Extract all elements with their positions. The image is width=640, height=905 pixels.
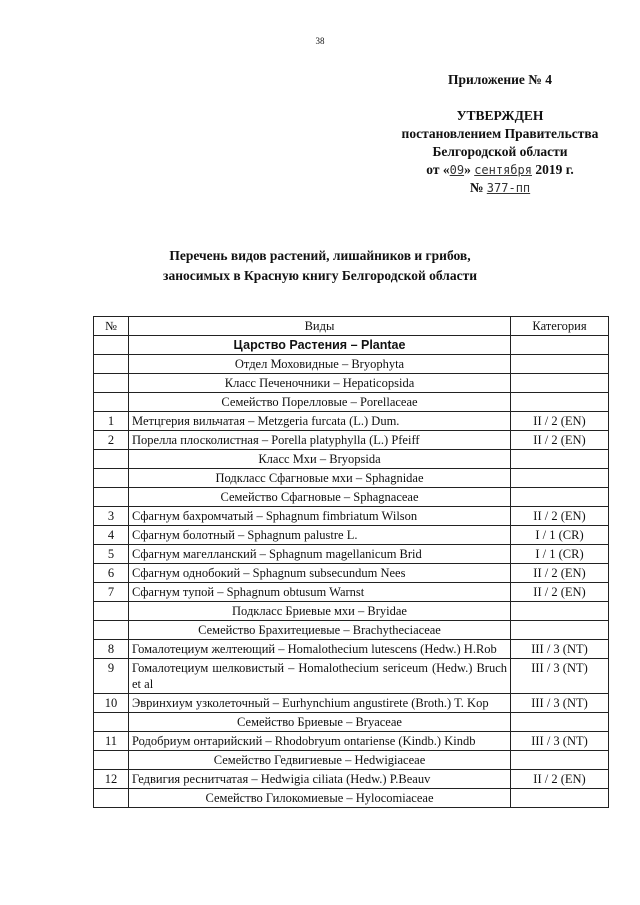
row-category: II / 2 (EN) <box>511 412 609 431</box>
row-number <box>94 450 129 469</box>
species-row <box>94 412 609 431</box>
species-name: Гомалотециум шелковистый – Homalothecium sericeum (Hedw.) Bruch et al <box>129 659 511 694</box>
species-table <box>93 316 609 808</box>
header-category: Категория <box>511 317 609 336</box>
taxon-row <box>94 450 609 469</box>
table-body <box>94 336 609 808</box>
species-name: Сфагнум тупой – Sphagnum obtusum Warnst <box>129 583 511 602</box>
page-number: 38 <box>315 36 325 46</box>
taxon-heading: Семейство Бриевые – Bryaceae <box>129 713 511 732</box>
taxon-heading: Семейство Брахитециевые – Brachytheciaceae <box>129 621 511 640</box>
row-number <box>94 336 129 355</box>
row-number: 2 <box>94 431 129 450</box>
row-category: III / 3 (NT) <box>511 640 609 659</box>
species-row <box>94 507 609 526</box>
taxon-row <box>94 355 609 374</box>
species-name: Гомалотециум желтеющий – Homalothecium lutescens (Hedw.) H.Rob <box>129 640 511 659</box>
species-row <box>94 431 609 450</box>
row-category: II / 2 (EN) <box>511 583 609 602</box>
taxon-row <box>94 393 609 412</box>
approval-title: УТВЕРЖДЕН <box>456 108 544 123</box>
species-row <box>94 659 609 694</box>
taxon-row <box>94 374 609 393</box>
taxon-heading: Класс Печеночники – Hepaticopsida <box>129 374 511 393</box>
row-number <box>94 751 129 770</box>
row-category <box>511 355 609 374</box>
row-category <box>511 713 609 732</box>
row-category <box>511 602 609 621</box>
taxon-heading: Семейство Сфагновые – Sphagnaceae <box>129 488 511 507</box>
number-value: 377-пп <box>486 181 531 195</box>
row-number: 9 <box>94 659 129 694</box>
row-category: II / 2 (EN) <box>511 564 609 583</box>
date-prefix: от « <box>426 162 450 177</box>
taxon-row <box>94 789 609 808</box>
taxon-heading: Класс Мхи – Bryopsida <box>129 450 511 469</box>
row-number: 11 <box>94 732 129 751</box>
species-name: Сфагнум однобокий – Sphagnum subsecundum Nees <box>129 564 511 583</box>
kingdom-heading: Царство Растения – Plantae <box>129 336 511 355</box>
taxon-row <box>94 469 609 488</box>
taxon-heading: Семейство Гедвигиевые – Hedwigiaceae <box>129 751 511 770</box>
row-number <box>94 469 129 488</box>
species-name: Порелла плосколистная – Porella platyphylla (L.) Pfeiff <box>129 431 511 450</box>
row-category: I / 1 (CR) <box>511 545 609 564</box>
row-category <box>511 469 609 488</box>
species-name: Сфагнум магелланский – Sphagnum magellanicum Brid <box>129 545 511 564</box>
list-title-line-1: Перечень видов растений, лишайников и грибов, <box>169 248 471 263</box>
taxon-row <box>94 602 609 621</box>
number-prefix: № <box>469 180 484 195</box>
approval-line-2: Белгородской области <box>432 144 568 159</box>
list-title <box>120 246 520 286</box>
taxon-heading: Семейство Порелловые – Porellaceae <box>129 393 511 412</box>
row-number: 8 <box>94 640 129 659</box>
species-name: Сфагнум бахромчатый – Sphagnum fimbriatum Wilson <box>129 507 511 526</box>
row-number <box>94 393 129 412</box>
row-category <box>511 336 609 355</box>
row-number: 4 <box>94 526 129 545</box>
species-name: Сфагнум болотный – Sphagnum palustre L. <box>129 526 511 545</box>
row-category: III / 3 (NT) <box>511 732 609 751</box>
date-month: сентября <box>474 163 532 177</box>
row-number: 7 <box>94 583 129 602</box>
approval-block <box>380 107 620 197</box>
approval-date <box>380 161 620 179</box>
date-year: 2019 г. <box>535 162 574 177</box>
row-category <box>511 374 609 393</box>
species-name: Эвринхиум узколеточный – Eurhynchium angustirete (Broth.) T. Kop <box>129 694 511 713</box>
header-num: № <box>94 317 129 336</box>
species-row <box>94 770 609 789</box>
taxon-heading: Подкласс Бриевые мхи – Bryidae <box>129 602 511 621</box>
taxon-heading: Подкласс Сфагновые мхи – Sphagnidae <box>129 469 511 488</box>
row-category: II / 2 (EN) <box>511 431 609 450</box>
row-category: III / 3 (NT) <box>511 659 609 694</box>
species-row <box>94 564 609 583</box>
species-name: Метцгерия вильчатая – Metzgeria furcata (L.) Dum. <box>129 412 511 431</box>
row-number <box>94 713 129 732</box>
taxon-row <box>94 488 609 507</box>
row-category <box>511 751 609 770</box>
species-row <box>94 640 609 659</box>
species-row <box>94 545 609 564</box>
row-number: 1 <box>94 412 129 431</box>
row-number: 6 <box>94 564 129 583</box>
row-category <box>511 393 609 412</box>
taxon-heading: Отдел Моховидные – Bryophyta <box>129 355 511 374</box>
taxon-row <box>94 751 609 770</box>
list-title-line-2: заносимых в Красную книгу Белгородской области <box>163 268 477 283</box>
taxon-row <box>94 713 609 732</box>
species-name: Родобриум онтарийский – Rhodobryum ontariense (Kindb.) Kindb <box>129 732 511 751</box>
row-category <box>511 621 609 640</box>
approval-line-1: постановлением Правительства <box>401 126 599 141</box>
table-header-row <box>94 317 609 336</box>
appendix-label: Приложение № 4 <box>448 72 552 87</box>
row-number <box>94 789 129 808</box>
row-category: II / 2 (EN) <box>511 507 609 526</box>
taxon-row <box>94 621 609 640</box>
row-number <box>94 621 129 640</box>
species-row <box>94 526 609 545</box>
row-number <box>94 488 129 507</box>
row-category: III / 3 (NT) <box>511 694 609 713</box>
row-number: 5 <box>94 545 129 564</box>
row-category <box>511 488 609 507</box>
taxon-row <box>94 336 609 355</box>
date-mid: » <box>464 162 471 177</box>
row-number <box>94 355 129 374</box>
row-number: 12 <box>94 770 129 789</box>
taxon-heading: Семейство Гилокомиевые – Hylocomiaceae <box>129 789 511 808</box>
row-category: I / 1 (CR) <box>511 526 609 545</box>
row-category: II / 2 (EN) <box>511 770 609 789</box>
row-category <box>511 450 609 469</box>
row-number: 10 <box>94 694 129 713</box>
species-row <box>94 583 609 602</box>
species-row <box>94 694 609 713</box>
row-number <box>94 602 129 621</box>
header-species: Виды <box>129 317 511 336</box>
date-day: 09 <box>449 163 465 177</box>
species-row <box>94 732 609 751</box>
row-number: 3 <box>94 507 129 526</box>
approval-number <box>380 179 620 197</box>
species-name: Гедвигия реснитчатая – Hedwigia ciliata (Hedw.) P.Beauv <box>129 770 511 789</box>
row-number <box>94 374 129 393</box>
row-category <box>511 789 609 808</box>
